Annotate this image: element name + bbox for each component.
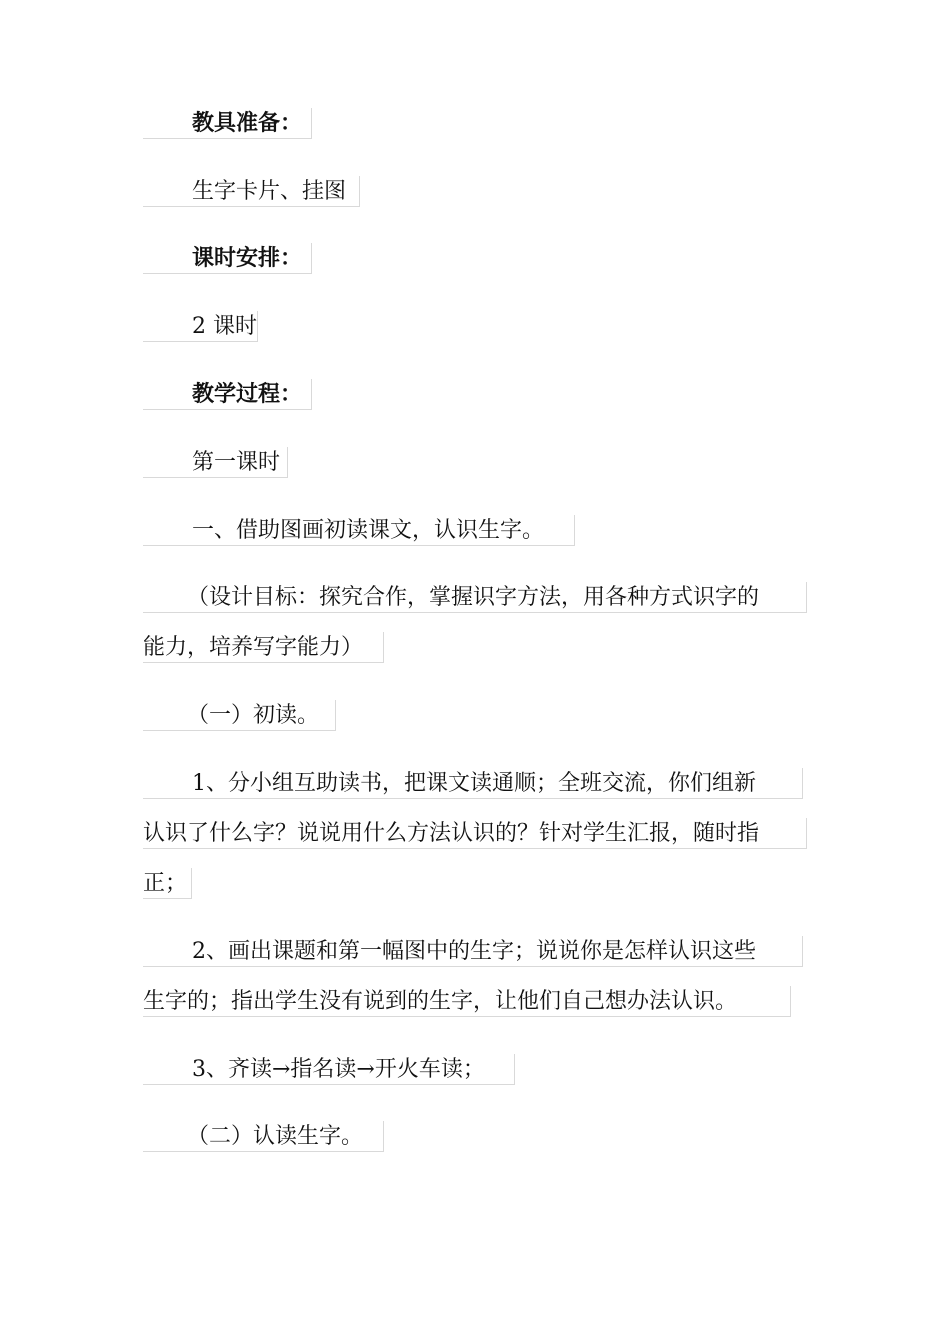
heading-teaching-aids: 教具准备： bbox=[143, 108, 312, 139]
paragraph-step-1-line-2: 认识了什么字？说说用什么方法认识的？针对学生汇报，随时指 bbox=[143, 818, 807, 849]
section-one-title: 一、借助图画初读课文，认识生字。 bbox=[143, 515, 575, 546]
paragraph-step-1-line-1: 1、分小组互助读书，把课文读通顺；全班交流，你们组新 bbox=[143, 768, 803, 799]
paragraph-step-1-line-3: 正； bbox=[143, 868, 192, 899]
heading-first-lesson: 第一课时 bbox=[143, 447, 288, 478]
paragraph-design-goal-line-1: （设计目标：探究合作，掌握识字方法，用各种方式识字的 bbox=[143, 582, 807, 613]
subsection-recognize-characters: （二）认读生字。 bbox=[143, 1121, 384, 1152]
paragraph-step-2-line-2: 生字的；指出学生没有说到的生字，让他们自己想办法认识。 bbox=[143, 986, 791, 1017]
paragraph-design-goal-line-2: 能力，培养写字能力） bbox=[143, 632, 384, 663]
heading-process: 教学过程： bbox=[143, 379, 312, 410]
paragraph-step-2-line-1: 2、画出课题和第一幅图中的生字；说说你是怎样认识这些 bbox=[143, 936, 803, 967]
paragraph-hours: 2 课时 bbox=[143, 311, 258, 342]
paragraph-step-3: 3、齐读→指名读→开火车读； bbox=[143, 1054, 515, 1085]
heading-schedule: 课时安排： bbox=[143, 243, 312, 274]
paragraph-materials: 生字卡片、挂图 bbox=[143, 176, 360, 207]
subsection-first-reading: （一）初读。 bbox=[143, 700, 336, 731]
